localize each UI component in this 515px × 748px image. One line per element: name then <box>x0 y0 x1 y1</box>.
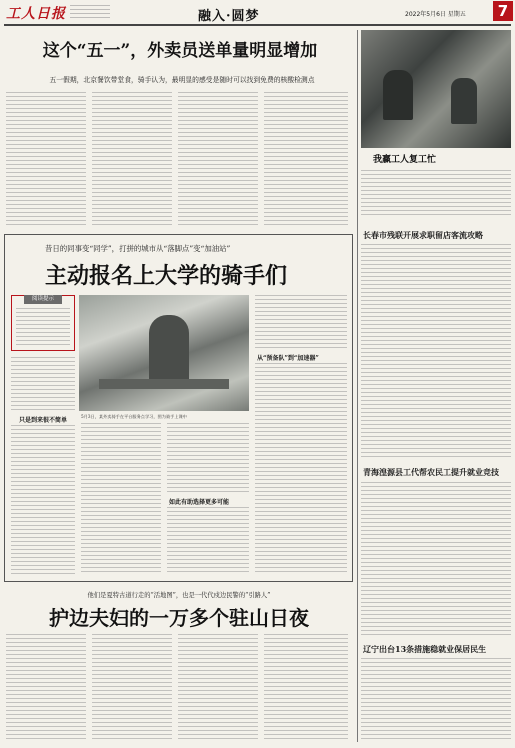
masthead-rule <box>4 24 511 26</box>
masthead-small-text <box>70 5 110 19</box>
rider-figure <box>149 315 189 385</box>
lead-subheadline: 五一假期，北京餐饮带堂食，骑手认为，最明显的感受是随时可以找到免费的核酸检测点 <box>49 76 315 84</box>
lead-body-col1 <box>6 92 86 226</box>
sidebar-photo-text <box>361 170 511 218</box>
feature-col1-lower <box>11 425 75 575</box>
lead-body-col4 <box>264 92 348 226</box>
feature-headline: 主动报名上大学的骑手们 <box>45 263 288 289</box>
column-divider <box>357 30 358 742</box>
editor-note-label: 阅读提示 <box>24 295 62 304</box>
feature-photo-caption: 5月3日，某外卖骑手在平台服务点学习，图为骑手上课中 <box>81 414 187 419</box>
issue-date: 2022年5月6日 星期五 <box>405 11 466 18</box>
sidebar-story4-body <box>361 658 511 740</box>
bottom-col2 <box>92 634 172 742</box>
feature-subhead-right: 如此有助选择更多可能 <box>169 499 230 506</box>
lead-headline: 这个“五一”，外卖员送单量明显增加 <box>42 41 318 61</box>
bottom-col1 <box>6 634 86 742</box>
page-number: 7 <box>493 1 513 21</box>
editor-note <box>11 295 75 351</box>
sidebar-story3-body <box>361 482 511 637</box>
worker-figure <box>383 70 413 120</box>
editor-note-text <box>16 308 70 348</box>
lead-body-col3 <box>178 92 258 226</box>
feature-col3 <box>167 423 249 493</box>
bottom-headline: 护边夫妇的一万多个驻山日夜 <box>49 606 309 630</box>
sidebar-photo-caption: 我赢工人复工忙 <box>373 155 437 165</box>
feature-col4 <box>255 363 347 575</box>
feature-col4-top <box>255 295 347 349</box>
feature-story <box>4 234 353 582</box>
sidebar <box>361 30 511 742</box>
paper-name: 工人日报 <box>6 6 66 22</box>
sidebar-story2-body <box>361 244 511 460</box>
lead-story <box>4 30 354 230</box>
bottom-col4 <box>264 634 348 742</box>
feature-col3-lower <box>167 507 249 573</box>
lead-body-col2 <box>92 92 172 226</box>
sidebar-story4-title: 辽宁出台13条措施稳就业保居民生 <box>363 644 487 654</box>
feature-col1 <box>11 357 75 411</box>
feature-photo <box>79 295 249 411</box>
feature-kicker: 昔日的同事变“同学”，打拼的城市从“落脚点”变“加油站” <box>45 244 231 253</box>
section-title: 融入·圆梦 <box>198 9 260 24</box>
sidebar-photo <box>361 30 511 148</box>
feature-subhead-center: 从“预备队”到“加速器” <box>257 355 319 362</box>
bottom-kicker: 他们是夏特古道行走的“活地图”，也是一代代戍边民警的“引路人” <box>87 592 271 599</box>
desk <box>99 379 229 389</box>
sidebar-story3-title: 青海湟源县工代帮农民工提升就业竞技 <box>363 467 499 477</box>
bottom-story <box>4 586 354 744</box>
feature-col2 <box>81 423 161 573</box>
bottom-col3 <box>178 634 258 742</box>
feature-subhead-left: 只是到来很不简单 <box>19 417 68 424</box>
sidebar-story2-title: 长春市残联开展求职留店客流攻略 <box>363 230 483 240</box>
worker-figure <box>451 78 477 124</box>
masthead <box>0 0 515 26</box>
